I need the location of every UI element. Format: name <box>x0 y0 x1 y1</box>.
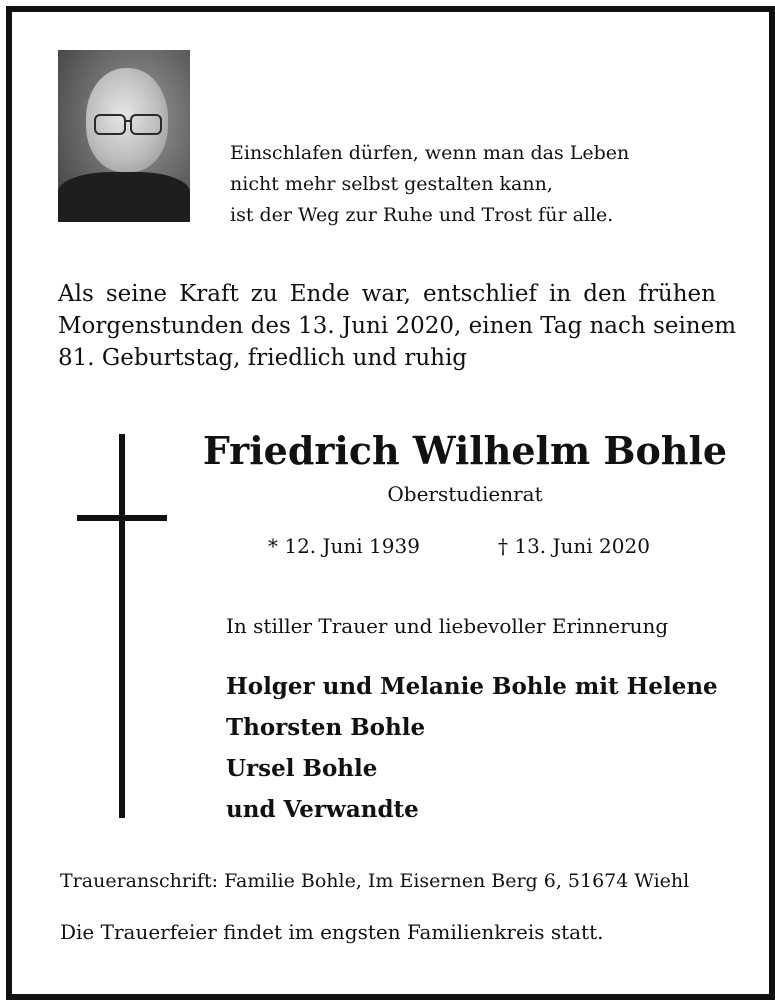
memorial-quote <box>230 138 629 231</box>
announcement-line: 81. Geburtstag, friedlich und ruhig <box>58 345 468 371</box>
ceremony-note: Die Trauerfeier findet im engsten Familienkreis statt. <box>60 920 604 944</box>
family-member: Holger und Melanie Bohle mit Helene <box>226 673 718 700</box>
announcement-text <box>58 278 737 374</box>
portrait-glasses-right <box>130 114 162 135</box>
portrait-glasses-left <box>94 114 126 135</box>
portrait-photo <box>58 50 190 222</box>
cross-icon <box>119 434 125 818</box>
portrait-shirt <box>58 172 190 222</box>
announcement-line: Morgenstunden des 13. Juni 2020, einen Tag nach seinem <box>58 313 737 339</box>
quote-line: nicht mehr selbst gestalten kann, <box>230 173 553 195</box>
death-date: † 13. Juni 2020 <box>498 534 650 558</box>
family-member: Ursel Bohle <box>226 755 378 782</box>
quote-line: Einschlafen dürfen, wenn man das Leben <box>230 142 630 164</box>
mourning-address: Traueranschrift: Familie Bohle, Im Eisernen Berg 6, 51674 Wiehl <box>60 870 690 892</box>
family-member: und Verwandte <box>226 796 419 823</box>
deceased-name: Friedrich Wilhelm Bohle <box>202 428 728 473</box>
quote-line: ist der Weg zur Ruhe und Trost für alle. <box>230 204 614 226</box>
family-member: Thorsten Bohle <box>226 714 426 741</box>
deceased-title: Oberstudienrat <box>387 482 543 506</box>
family-list <box>226 666 718 830</box>
birth-date: * 12. Juni 1939 <box>268 534 420 558</box>
announcement-line: Als seine Kraft zu Ende war, entschlief in den frühen <box>58 281 716 307</box>
cross-icon-bar <box>77 515 167 521</box>
mourning-line: In stiller Trauer und liebevoller Erinnerung <box>226 614 669 638</box>
